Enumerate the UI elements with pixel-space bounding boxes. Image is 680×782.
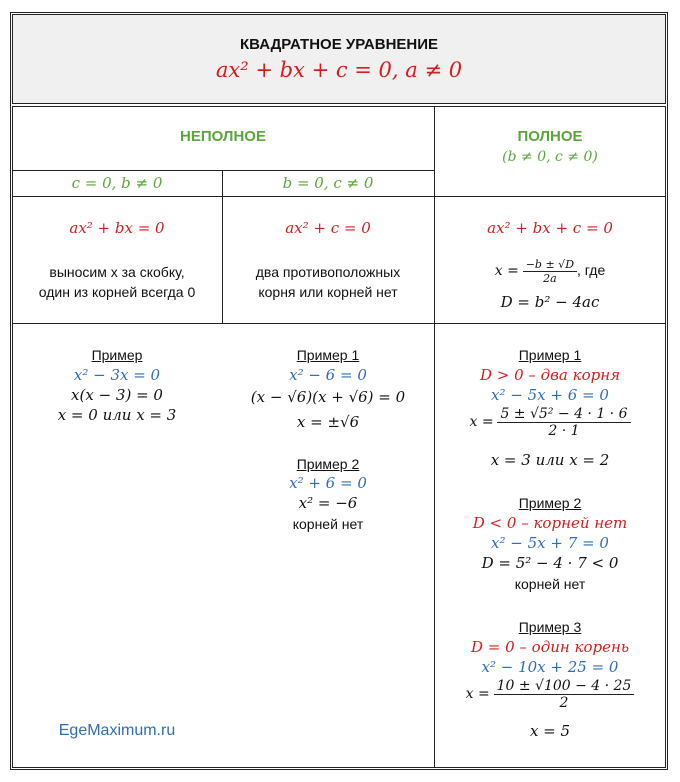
col2-ex2-equation: x² + 6 = 0	[289, 474, 367, 492]
col3-ex2-result: корней нет	[514, 576, 586, 592]
root-denominator: 2a	[543, 272, 557, 285]
col3-ex3-condition: D = 0 – один корень	[470, 638, 630, 656]
col3-ex1-result: x = 3 или x = 2	[490, 451, 610, 469]
col1-example-step1: x(x − 3) = 0	[71, 386, 163, 404]
col1-example-title: Пример	[91, 347, 143, 363]
col3-ex1-denominator: 2 · 1	[548, 423, 580, 439]
col2-equation: ax² + c = 0	[285, 219, 371, 237]
col3-ex3-equation: x² − 10x + 25 = 0	[481, 658, 619, 676]
col3-ex3-lhs: x =	[465, 686, 490, 703]
divider-header-bottom-right	[434, 196, 666, 197]
case-b-zero: b = 0, c ≠ 0	[282, 174, 374, 192]
col2-ex1-step2: x = ±√6	[296, 413, 360, 431]
case-c-zero: c = 0, b ≠ 0	[71, 174, 163, 192]
col3-ex3-numerator: 10 ± √100 − 4 · 25	[494, 678, 635, 695]
col3-ex2-step: D = 5² − 4 · 7 < 0	[481, 554, 619, 572]
col3-ex1-formula	[434, 406, 666, 439]
divider-case-top	[12, 170, 434, 171]
col1-desc-line1: выносим x за скобку,	[49, 264, 185, 280]
col3-ex3-formula	[434, 678, 666, 711]
col3-ex3-result: x = 5	[529, 722, 571, 740]
col1-example-equation: x² − 3x = 0	[73, 366, 161, 384]
root-numerator: −b ± √D	[523, 258, 577, 272]
root-tail: , где	[577, 262, 606, 279]
root-formula	[434, 258, 666, 285]
col2-ex2-step1: x² = −6	[298, 494, 358, 512]
col1-desc-line2: один из корней всегда 0	[38, 284, 196, 300]
col3-ex3-fraction	[494, 678, 635, 711]
col3-ex1-fraction	[497, 406, 630, 439]
col3-ex2-title: Пример 2	[518, 495, 582, 511]
col3-ex2-equation: x² − 5x + 7 = 0	[491, 534, 609, 552]
col2-ex2-step2: корней нет	[292, 516, 364, 532]
col2-ex1-step1: (x − √6)(x + √6) = 0	[250, 388, 406, 406]
col3-ex1-condition: D > 0 – два корня	[479, 366, 621, 384]
root-fraction	[523, 258, 577, 285]
complete-heading: ПОЛНОЕ	[517, 128, 583, 145]
page-title: КВАДРАТНОЕ УРАВНЕНИЕ	[239, 36, 439, 53]
col2-ex2-title: Пример 2	[296, 456, 360, 472]
main-formula: ax² + bx + c = 0, a ≠ 0	[215, 58, 463, 82]
col3-ex1-lhs: x =	[469, 414, 494, 431]
col3-ex1-equation: x² − 5x + 6 = 0	[491, 386, 609, 404]
col2-ex1-title: Пример 1	[296, 347, 360, 363]
col1-equation: ax² + bx = 0	[69, 219, 165, 237]
col3-ex3-title: Пример 3	[518, 619, 582, 635]
col1-example-step2: x = 0 или x = 3	[57, 406, 177, 424]
incomplete-heading: НЕПОЛНОЕ	[180, 128, 266, 145]
col2-desc-line1: два противоположных	[255, 264, 401, 280]
col3-ex1-numerator: 5 ± √5² − 4 · 1 · 6	[497, 406, 630, 423]
complete-condition: (b ≠ 0, c ≠ 0)	[502, 149, 598, 165]
divider-header-bottom-left	[12, 196, 434, 197]
col3-ex1-title: Пример 1	[518, 347, 582, 363]
col2-desc-line2: корня или корней нет	[258, 284, 398, 300]
col2-ex1-equation: x² − 6 = 0	[289, 366, 367, 384]
site-link[interactable]: EgeMaximum.ru	[58, 722, 176, 739]
root-lhs: x =	[494, 263, 519, 280]
col3-equation: ax² + bx + c = 0	[487, 219, 613, 237]
divider-rule-bottom	[12, 323, 666, 324]
col3-ex3-denominator: 2	[559, 695, 569, 711]
discriminant-formula: D = b² − 4ac	[500, 293, 600, 311]
col3-ex2-condition: D < 0 – корней нет	[472, 514, 628, 532]
